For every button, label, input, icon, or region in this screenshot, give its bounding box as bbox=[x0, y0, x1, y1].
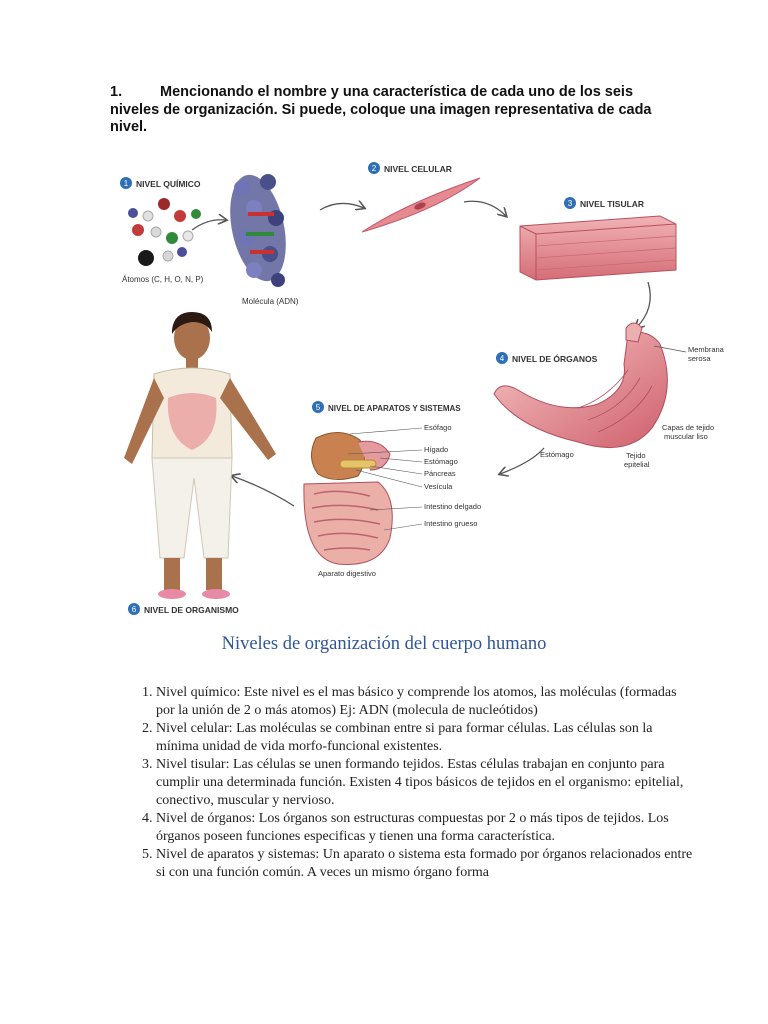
organ-label: Intestino grueso bbox=[424, 519, 478, 528]
organ-label: Intestino delgado bbox=[424, 502, 482, 511]
level6-title: NIVEL DE ORGANISMO bbox=[144, 605, 239, 615]
badge-1-number: 1 bbox=[123, 179, 129, 188]
molecule-caption: Molécula (ADN) bbox=[242, 297, 299, 306]
organ-label: Estómago bbox=[424, 457, 458, 466]
organ-label: Páncreas bbox=[424, 469, 456, 478]
label-stomach: Estómago bbox=[540, 450, 574, 459]
level5-systems bbox=[232, 401, 481, 578]
section-title: Niveles de organización del cuerpo humano bbox=[221, 634, 547, 654]
badge-6-number: 6 bbox=[131, 605, 137, 614]
levels-list bbox=[120, 684, 696, 882]
level1-chemical bbox=[120, 170, 364, 306]
organ-label: Hígado bbox=[424, 445, 449, 454]
label-membrane-2: serosa bbox=[688, 354, 711, 363]
organ-label: Esófago bbox=[424, 423, 452, 432]
stomach-icon bbox=[494, 323, 667, 448]
level5-title: NIVEL DE APARATOS Y SISTEMAS bbox=[328, 404, 461, 413]
badge-2-number: 2 bbox=[371, 164, 377, 173]
level2-cellular bbox=[362, 162, 506, 232]
question-text: Mencionando el nombre y una característica de cada uno de los seis niveles de organización. Si puede, coloque una imagen representativa de cada nivel. bbox=[110, 84, 652, 135]
level4-title: NIVEL DE ÓRGANOS bbox=[512, 354, 598, 364]
badge-5-number: 5 bbox=[315, 403, 321, 412]
badge-3-number: 3 bbox=[567, 199, 573, 208]
level3-tissue bbox=[520, 197, 676, 328]
child-figure-icon bbox=[124, 312, 276, 599]
label-tissue: Tejido bbox=[626, 451, 646, 460]
list-item: 3. Nivel tisular: Las células se unen formando tejidos. Estas células trabajan en conjunto para cumplir una determinada función. Existen 4 tipos básicos de tejidos en el organismo: epitelial, conectivo, muscular y nervioso. bbox=[156, 756, 696, 810]
level3-title: NIVEL TISULAR bbox=[580, 199, 645, 209]
list-item: 2. Nivel celular: Las moléculas se combinan entre si para formar células. Las células son la mínima unidad de vida morfo-funcional existentes. bbox=[156, 720, 696, 756]
level1-title: NIVEL QUÍMICO bbox=[136, 179, 201, 189]
atoms-icon bbox=[128, 198, 201, 266]
list-item: 5. Nivel de aparatos y sistemas: Un aparato o sistema esta formado por órganos relacionados entre si con una función común. A veces un mismo órgano forma bbox=[156, 846, 696, 882]
level6-organism bbox=[124, 312, 276, 615]
organization-levels-figure bbox=[108, 158, 724, 620]
label-tissue-2: epitelial bbox=[624, 460, 650, 469]
atoms-caption: Átomos (C, H, O, N, P) bbox=[122, 275, 204, 284]
badge-4-number: 4 bbox=[499, 354, 505, 363]
level4-organs bbox=[494, 323, 725, 474]
list-item: 4. Nivel de órganos: Los órganos son estructuras compuestas por 2 o más tipos de tejidos. Los órganos poseen funciones especificas y tienen una forma característica. bbox=[156, 810, 696, 846]
dna-molecule-icon bbox=[221, 170, 294, 287]
question bbox=[110, 84, 670, 137]
label-layers: Capas de tejido bbox=[662, 423, 715, 432]
muscle-tissue-icon bbox=[520, 216, 676, 280]
label-layers-2: muscular liso bbox=[664, 432, 708, 441]
question-number: 1. bbox=[110, 84, 123, 100]
label-membrane: Membrana bbox=[688, 345, 724, 354]
digestive-caption: Aparato digestivo bbox=[318, 569, 376, 578]
list-item: 1. Nivel químico: Este nivel es el mas básico y comprende los atomos, las moléculas (formadas por la unión de 2 o más atomos) Ej: ADN (molecula de nucleótidos) bbox=[156, 684, 696, 720]
organ-label: Vesícula bbox=[424, 482, 453, 491]
level2-title: NIVEL CELULAR bbox=[384, 164, 452, 174]
